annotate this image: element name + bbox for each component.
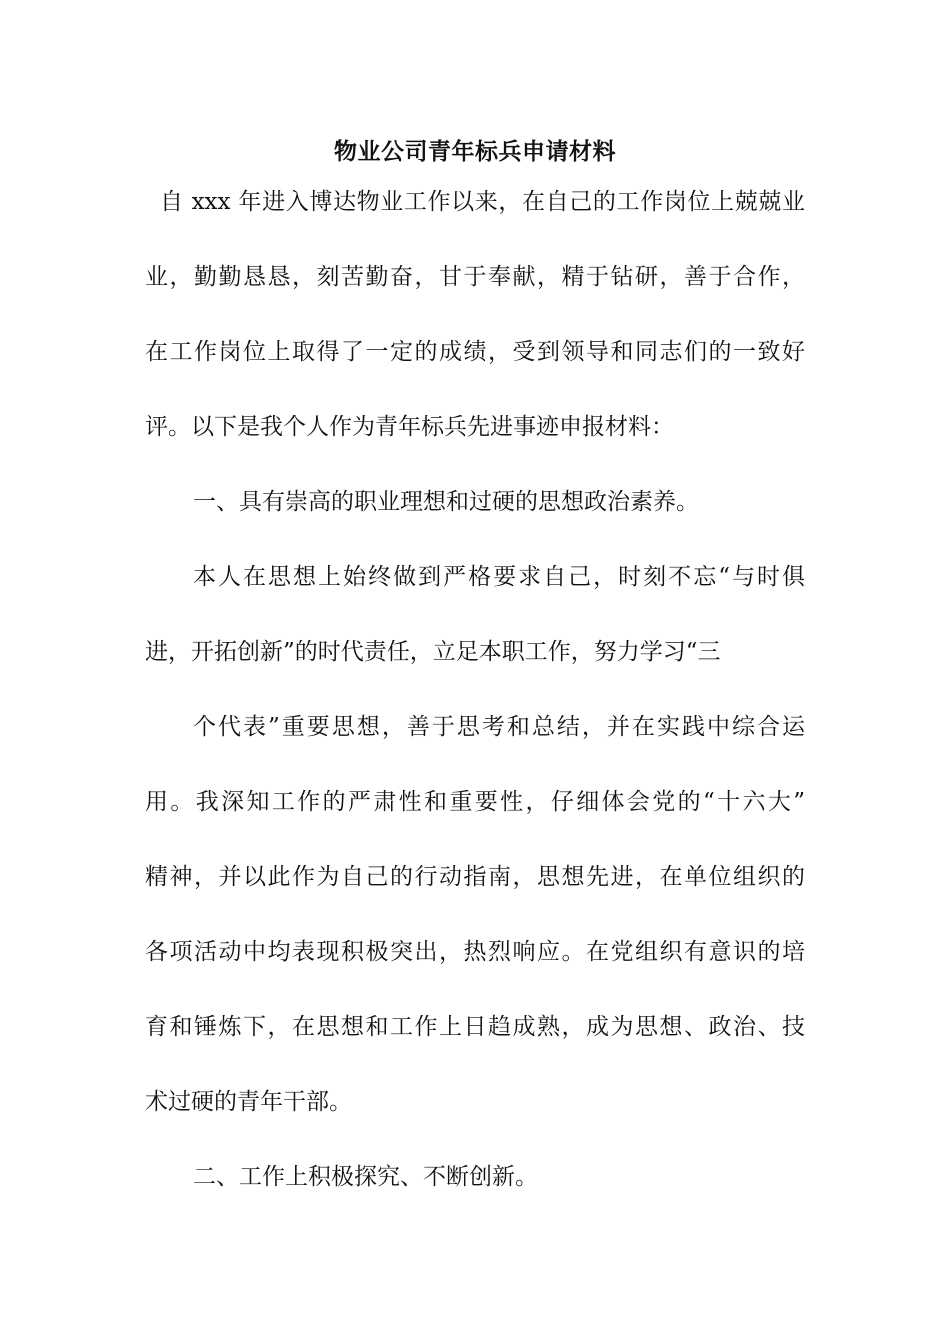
- paragraph-line: 个代表”重要思想，善于思考和总结，并在实践中综合运: [193, 714, 805, 740]
- paragraph-line: 业，勤勤恳恳，刻苦勤奋，甘于奉献，精于钻研，善于合作，: [145, 264, 805, 290]
- paragraph-line: 评。以下是我个人作为青年标兵先进事迹申报材料：: [145, 414, 674, 440]
- section-heading: 一、具有崇高的职业理想和过硬的思想政治素养。: [193, 489, 699, 515]
- paragraph-line: 术过硬的青年干部。: [145, 1089, 352, 1115]
- paragraph-line: 精神，并以此作为自己的行动指南，思想先进，在单位组织的: [145, 864, 805, 890]
- paragraph-line: 用。我深知工作的严肃性和重要性，仔细体会党的“十六大”: [145, 789, 805, 815]
- paragraph-line: 各项活动中均表现积极突出，热烈响应。在党组织有意识的培: [145, 939, 805, 965]
- section-heading: 二、工作上积极探究、不断创新。: [193, 1164, 538, 1190]
- paragraph-line: 进，开拓创新”的时代责任，立足本职工作，努力学习“三: [145, 639, 721, 665]
- paragraph-line: 在工作岗位上取得了一定的成绩，受到领导和同志们的一致好: [145, 339, 805, 365]
- paragraph-line: 自 xxx 年进入博达物业工作以来，在自己的工作岗位上兢兢业: [160, 189, 805, 215]
- paragraph-line: 育和锤炼下，在思想和工作上日趋成熟，成为思想、政治、技: [145, 1014, 805, 1040]
- paragraph-line: 本人在思想上始终做到严格要求自己，时刻不忘“与时俱: [193, 564, 805, 590]
- document-title: 物业公司青年标兵申请材料: [334, 139, 616, 165]
